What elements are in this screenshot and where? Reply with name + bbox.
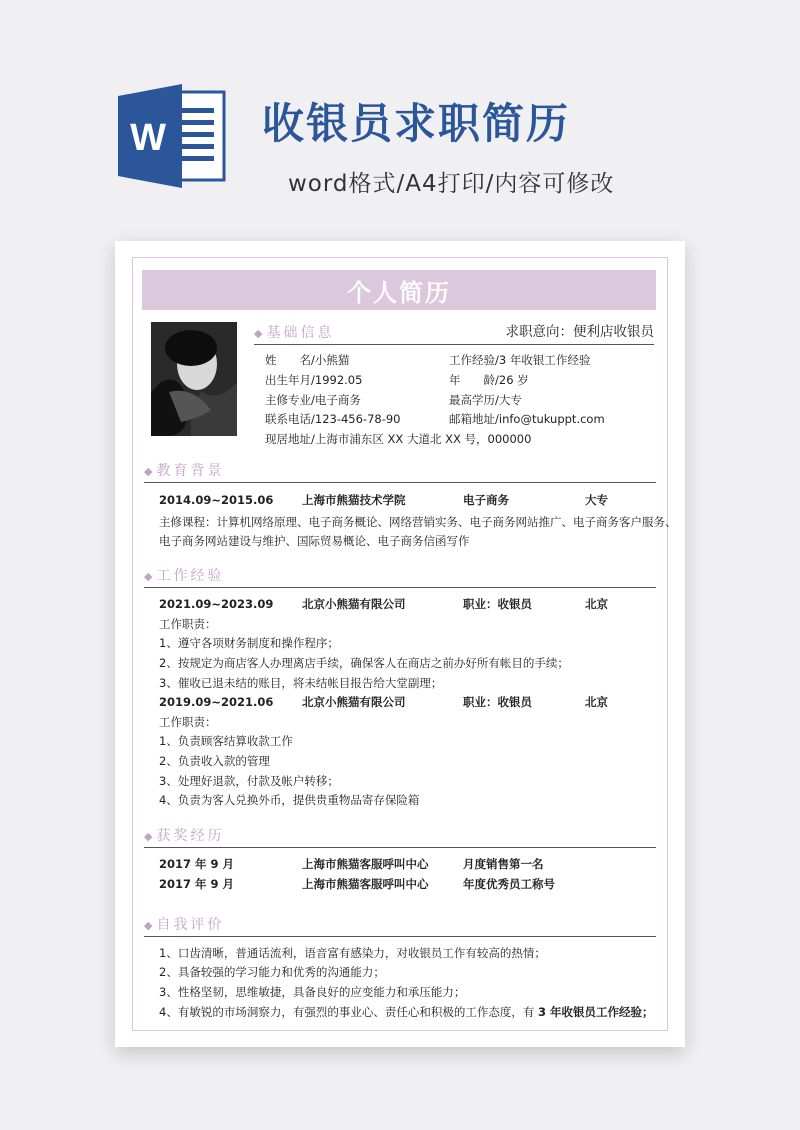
diamond-icon: ◆	[144, 570, 153, 583]
field-age: 年 龄/26 岁	[449, 373, 529, 387]
award-date: 2017 年 9 月	[159, 857, 235, 871]
job-period: 2019.09~2021.06	[159, 695, 274, 709]
profile-photo	[151, 322, 237, 436]
diamond-icon: ◆	[144, 830, 153, 843]
edu-school: 上海市熊猫技术学院	[302, 493, 406, 507]
job-duty: 1、负责顾客结算收款工作	[159, 734, 293, 748]
award-title: 月度销售第一名	[463, 857, 544, 871]
field-experience: 工作经验/3 年收银工作经验	[449, 353, 591, 367]
section-heading: 基础信息	[266, 325, 335, 341]
page-title: 收银员求职简历	[262, 99, 571, 148]
section-heading: 工作经验	[156, 568, 225, 584]
award-date: 2017 年 9 月	[159, 877, 235, 891]
award-org: 上海市熊猫客服呼叫中心	[302, 857, 429, 871]
section-heading: 教育背景	[156, 463, 225, 479]
award-org: 上海市熊猫客服呼叫中心	[302, 877, 429, 891]
section-work	[144, 567, 656, 588]
resume-frame	[132, 257, 677, 1031]
job-duty: 3、处理好退款，付款及帐户转移；	[159, 774, 339, 788]
section-heading: 自我评价	[156, 917, 225, 933]
job-duties-label: 工作职责：	[159, 715, 217, 729]
job-duties-label: 工作职责：	[159, 617, 217, 631]
self-eval-item: 4、有敏锐的市场洞察力，有强烈的事业心、责任心和积极的工作态度，有 3 年收银员工作经验；	[159, 1005, 654, 1019]
job-duty: 1、遵守各项财务制度和操作程序；	[159, 636, 339, 650]
field-name: 姓 名/小熊猫	[265, 353, 350, 367]
svg-text:W: W	[130, 117, 166, 159]
resume-page	[115, 241, 685, 1047]
award-title: 年度优秀员工称号	[463, 877, 555, 891]
job-company: 北京小熊猫有限公司	[302, 695, 406, 709]
job-city: 北京	[585, 695, 608, 709]
section-education	[144, 462, 656, 483]
diamond-icon: ◆	[144, 919, 153, 932]
job-period: 2021.09~2023.09	[159, 597, 274, 611]
edu-courses-line2: 电子商务网站建设与维护、国际贸易概论、电子商务信函写作	[159, 534, 470, 548]
word-icon	[118, 84, 228, 188]
job-intent: 求职意向：便利店收银员	[505, 324, 654, 340]
field-address: 现居地址/上海市浦东区 XX 大道北 XX 号，000000	[265, 432, 532, 446]
field-degree: 最高学历/大专	[449, 393, 522, 407]
section-basic-info	[254, 324, 654, 345]
self-eval-item: 1、口齿清晰，普通话流利，语音富有感染力，对收银员工作有较高的热情；	[159, 946, 546, 960]
resume-banner	[142, 270, 656, 310]
field-email: 邮箱地址/info@tukuppt.com	[449, 412, 605, 426]
header	[0, 0, 800, 240]
job-duty: 3、催收已退未结的账目，将未结帐目报告给大堂副理；	[159, 676, 443, 690]
field-phone: 联系电话/123-456-78-90	[265, 412, 401, 426]
diamond-icon: ◆	[144, 465, 153, 478]
edu-major: 电子商务	[463, 493, 509, 507]
section-heading: 获奖经历	[156, 828, 225, 844]
job-position: 职业：收银员	[463, 597, 532, 611]
page-subtitle: word格式/A4打印/内容可修改	[288, 171, 615, 197]
job-duty: 2、按规定为商店客人办理离店手续，确保客人在商店之前办好所有帐目的手续；	[159, 656, 569, 670]
diamond-icon: ◆	[254, 327, 263, 340]
job-duty: 4、负责为客人兑换外币，提供贵重物品寄存保险箱	[159, 793, 420, 807]
job-company: 北京小熊猫有限公司	[302, 597, 406, 611]
section-awards	[144, 827, 656, 848]
self-eval-item: 2、具备较强的学习能力和优秀的沟通能力；	[159, 965, 385, 979]
field-birth: 出生年月/1992.05	[265, 373, 363, 387]
job-duty: 2、负责收入款的管理	[159, 754, 270, 768]
self-eval-item: 3、性格坚韧，思维敏捷，具备良好的应变能力和承压能力；	[159, 985, 466, 999]
edu-period: 2014.09~2015.06	[159, 493, 274, 507]
job-position: 职业：收银员	[463, 695, 532, 709]
job-city: 北京	[585, 597, 608, 611]
field-major: 主修专业/电子商务	[265, 393, 361, 407]
edu-degree: 大专	[585, 493, 608, 507]
edu-courses-line1: 主修课程：计算机网络原理、电子商务概论、网络营销实务、电子商务网站推广、电子商务客户服务、	[159, 515, 677, 529]
banner-title: 个人简历	[347, 278, 451, 307]
section-self-eval	[144, 916, 656, 937]
